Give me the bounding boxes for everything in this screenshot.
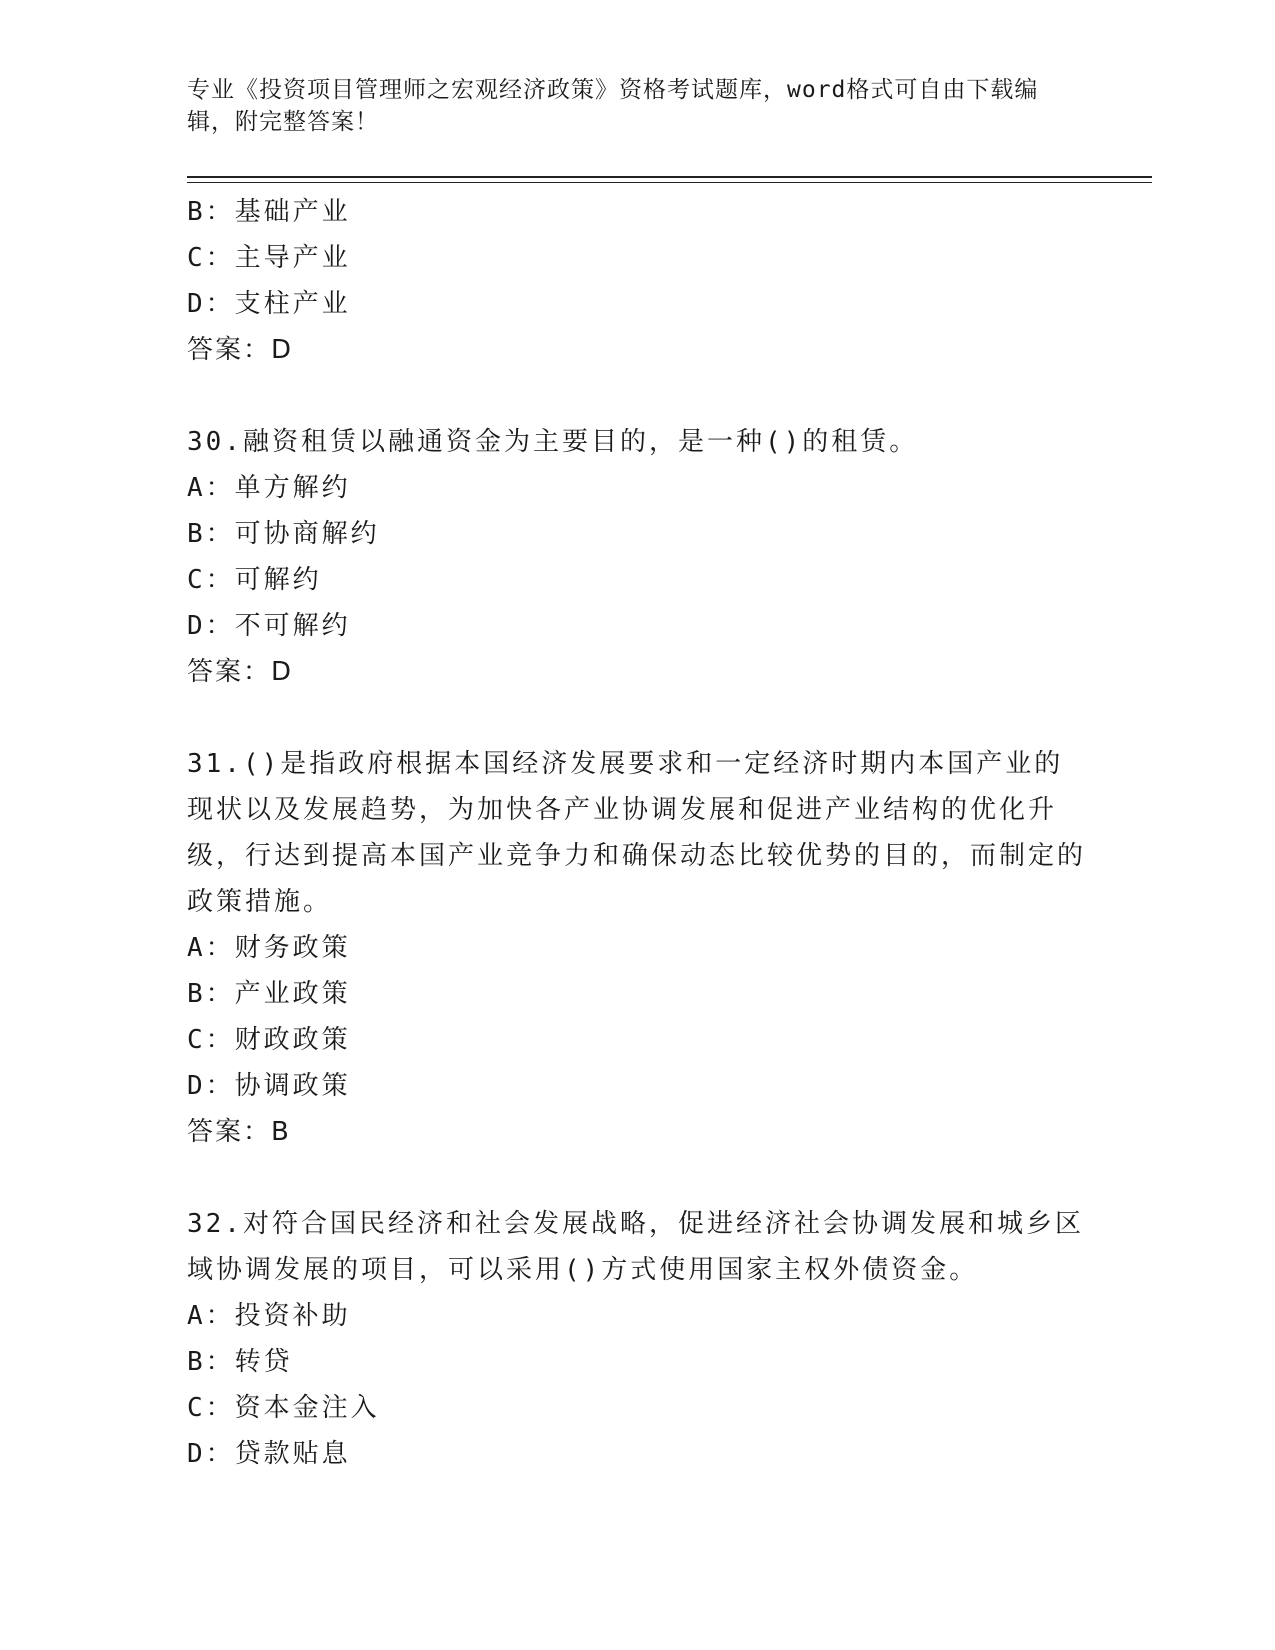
question-29: [187, 189, 1087, 373]
option-a: A：单方解约: [187, 473, 351, 503]
question-31: [187, 741, 1087, 1155]
option-c: C：资本金注入: [187, 1393, 380, 1423]
document-header: 专业《投资项目管理师之宏观经济政策》资格考试题库，word格式可自由下载编辑，附完整答案！: [187, 77, 1039, 135]
answer-line: 答案：B: [187, 1117, 291, 1147]
question-text: 32.对符合国民经济和社会发展战略，促进经济社会协调发展和城乡区域协调发展的项目，可以采用()方式使用国家主权外债资金。: [187, 1209, 1084, 1285]
header-rule-thick: [187, 176, 1152, 178]
option-a: A：投资补助: [187, 1301, 351, 1331]
option-b: B：产业政策: [187, 979, 351, 1009]
option-b: B：转贷: [187, 1347, 293, 1377]
option-c: C：主导产业: [187, 243, 351, 273]
option-b: B：可协商解约: [187, 519, 380, 549]
answer-line: 答案：D: [187, 335, 294, 365]
option-d: D：支柱产业: [187, 289, 351, 319]
question-32: [187, 1201, 1087, 1477]
option-c: C：可解约: [187, 565, 322, 595]
option-c: C：财政政策: [187, 1025, 351, 1055]
answer-line: 答案：D: [187, 657, 294, 687]
question-text: 30.融资租赁以融通资金为主要目的，是一种()的租赁。: [187, 427, 919, 457]
option-b: B：基础产业: [187, 197, 351, 227]
option-a: A：财务政策: [187, 933, 351, 963]
option-d: D：贷款贴息: [187, 1439, 351, 1469]
question-text: 31.()是指政府根据本国经济发展要求和一定经济时期内本国产业的现状以及发展趋势，为加快各产业协调发展和促进产业结构的优化升级，行达到提高本国产业竞争力和确保动态比较优势的目的，而制定的政策措施。: [187, 749, 1087, 917]
option-d: D：协调政策: [187, 1071, 351, 1101]
question-30: [187, 419, 1087, 695]
question-list: [187, 189, 1087, 1477]
header-rule-thin: [187, 182, 1152, 183]
option-d: D：不可解约: [187, 611, 351, 641]
